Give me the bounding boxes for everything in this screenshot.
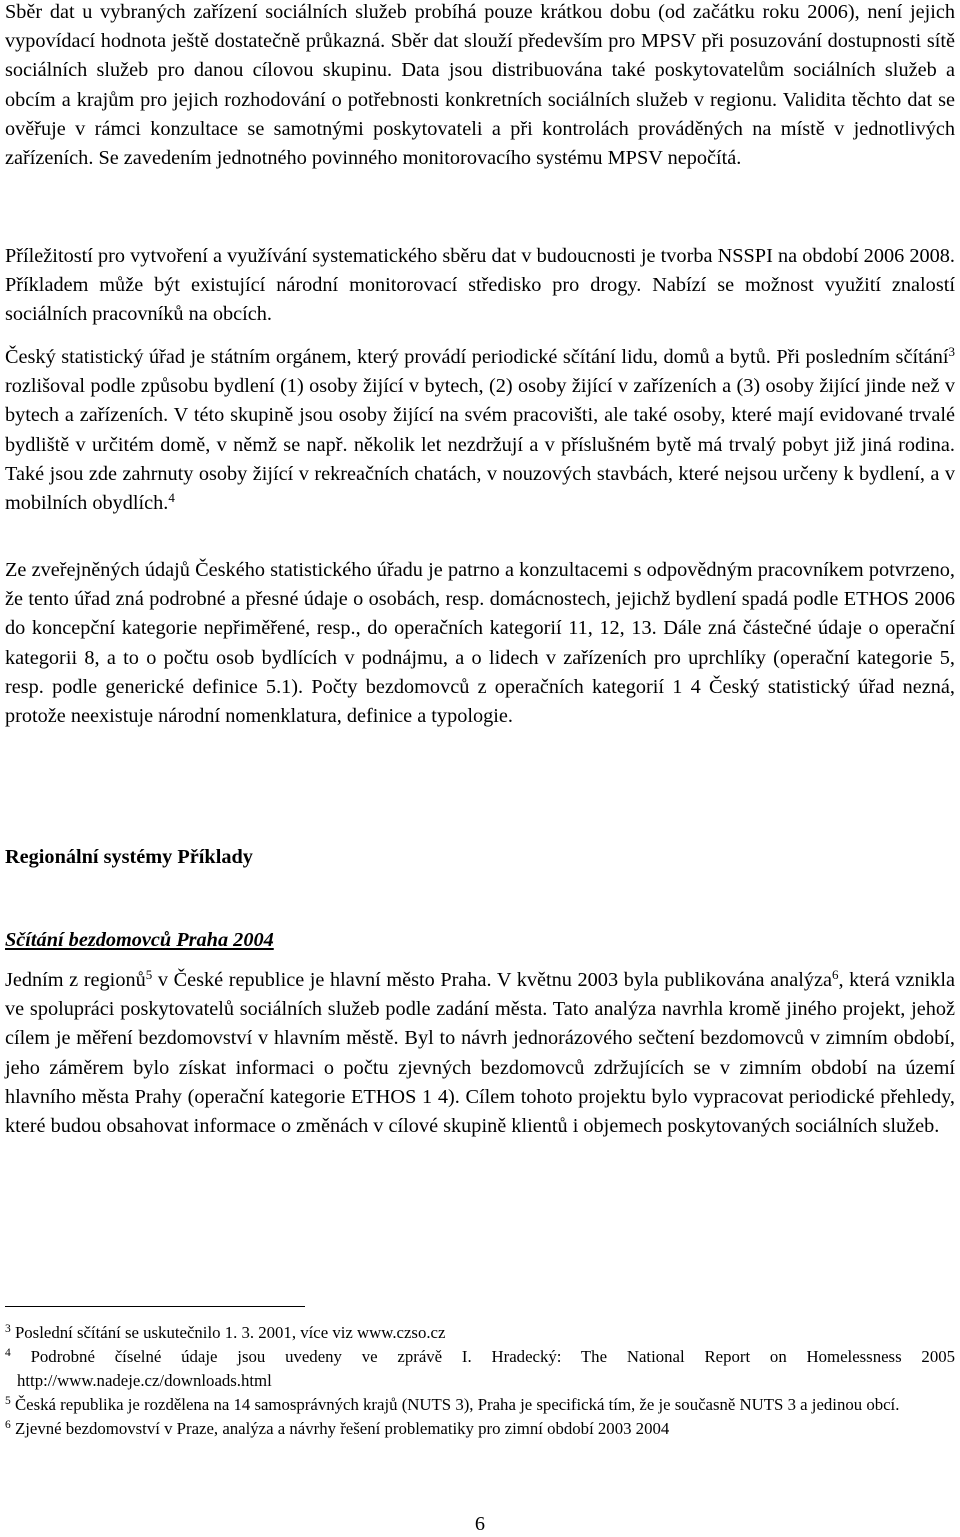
footnote-text: Česká republika je rozdělena na 14 samosprávných krajů (NUTS 3), Praha je specifická tím, že je současně NUTS 3 a jedinou obcí. — [14, 1395, 900, 1414]
paragraph-text: , která vznikla ve spolupráci poskytovatelů sociálních služeb podle zadání města. Tato analýza navrhla kromě jiného projekt, jehož cílem je měření bezdomovství v hlavním městě. Byl to návrh jednorázového sečtení bezdomovců v zimním období, jeho záměrem bylo získat informaci o počtu zjevných bezdomovců zdržujících se v zimním období na území hlavního města Prahy (operační kategorie ETHOS 1 4). Cílem tohoto projektu bylo vypracovat periodické přehledy, které budou obsahovat informace o změnách v cílové skupině klientů i objemech poskytovaných sociálních služeb. — [5, 969, 955, 1138]
footnote-number: 6 — [5, 1419, 11, 1431]
footnote — [5, 1345, 955, 1393]
paragraph-text: Jedním z regionů — [5, 969, 146, 991]
footnote — [5, 1393, 955, 1417]
heading-regional-systems: Regionální systémy Příklady — [5, 846, 253, 868]
footnote — [5, 1417, 955, 1441]
footnote-number: 4 — [5, 1347, 11, 1359]
footnote-number: 3 — [5, 1323, 11, 1335]
footnote-number: 5 — [5, 1395, 11, 1407]
footnote-ref-5: 5 — [145, 967, 153, 982]
paragraph-czso — [5, 343, 955, 518]
footnote-ref-4: 4 — [168, 490, 175, 506]
footnote-text: Poslední sčítání se uskutečnilo 1. 3. 2001, více viz www.czso.cz — [14, 1323, 446, 1342]
paragraph-text: v České republice je hlavní město Praha. V květnu 2003 byla publikována analýza — [152, 969, 832, 991]
paragraph-text: Český statistický úřad je státním orgánem, který provádí periodické sčítání lidu, domů a bytů. Při posledním sčítání — [5, 346, 949, 368]
paragraph-text: rozlišoval podle způsobu bydlení (1) osoby žijící v bytech, (2) osoby žijící v zařízeních a (3) osoby žijící jinde než v bytech a zařízeních. V této skupině jsou osoby žijící na svém pracovišti, ale také osoby, které mají evidované trvalé bydliště v určitém domě, v němž se např. několik let nezdržují a v příslušném bytě má trvalý pobyt již jiná rodina. Také jsou zde zahrnuty osoby žijící v rekreačních chatách, v nouzových stavbách, které nejsou určeny k bydlení, a v mobilních obydlích. — [5, 375, 955, 515]
footnote-ref-3: 3 — [948, 344, 955, 359]
footnote-divider — [5, 1306, 305, 1307]
footnote-ref-6: 6 — [832, 967, 839, 982]
paragraph-czso-data: Ze zveřejněných údajů Českého statistického úřadu je patrno a konzultacemi s odpovědným pracovníkem potvrzeno, že tento úřad zná podrobné a přesné údaje o osobách, resp. domácnostech, jejichž bydlení spadá podle ETHOS 2006 do koncepční kategorie nepřiměřené, resp., do operačních kategorií 11, 12, 13. Dále zná částečné údaje o operační kategorii 8, a to o počtu osob bydlících v podnájmu, a o lidech v zařízeních pro uprchlíky (operační kategorie 5, resp. podle generické definice 5.1). Počty bezdomovců z operačních kategorií 1 4 Český statistický úřad nezná, protože neexistuje národní nomenklatura, definice a typologie. — [5, 559, 955, 728]
footnote-text: Zjevné bezdomovství v Praze, analýza a návrhy řešení problematiky pro zimní období 2003 2004 — [14, 1419, 670, 1438]
page-number: 6 — [474, 1513, 486, 1535]
paragraph-prague — [5, 966, 955, 1141]
paragraph-data-collection: Sběr dat u vybraných zařízení sociálních služeb probíhá pouze krátkou dobu (od začátku roku 2006), není jejich vypovídací hodnota ještě dostatečně průkazná. Sběr dat slouží především pro MPSV při posuzování dostupnosti sítě sociálních služeb pro danou cílovou skupinu. Data jsou distribuována také poskytovatelům sociálních služeb a obcím a krajům pro jejich rozhodování o potřebnosti konkretních sociálních služeb v regionu. Validita těchto dat se ověřuje v rámci konzultace se samotnými poskytovateli a při kontrolách prováděných na místě v jednotlivých zařízeních. Se zavedením jednotného povinného monitorovacího systému MPSV nepočítá. — [5, 1, 955, 170]
footnote-text: Podrobné číselné údaje jsou uvedeny ve zprávě I. Hradecký: The National Report on Homelessness 2005 http://www.nadeje.cz/downloads.html — [17, 1347, 955, 1390]
footnote — [5, 1321, 955, 1345]
paragraph-opportunity: Příležitostí pro vytvoření a využívání systematického sběru dat v budoucnosti je tvorba NSSPI na období 2006 2008. Příkladem může být existující národní monitorovací středisko pro drogy. Nabízí se možnost využití znalostí sociálních pracovníků na obcích. — [5, 245, 955, 326]
footnotes — [5, 1321, 955, 1441]
heading-census-prague: Sčítání bezdomovců Praha 2004 — [5, 929, 274, 951]
